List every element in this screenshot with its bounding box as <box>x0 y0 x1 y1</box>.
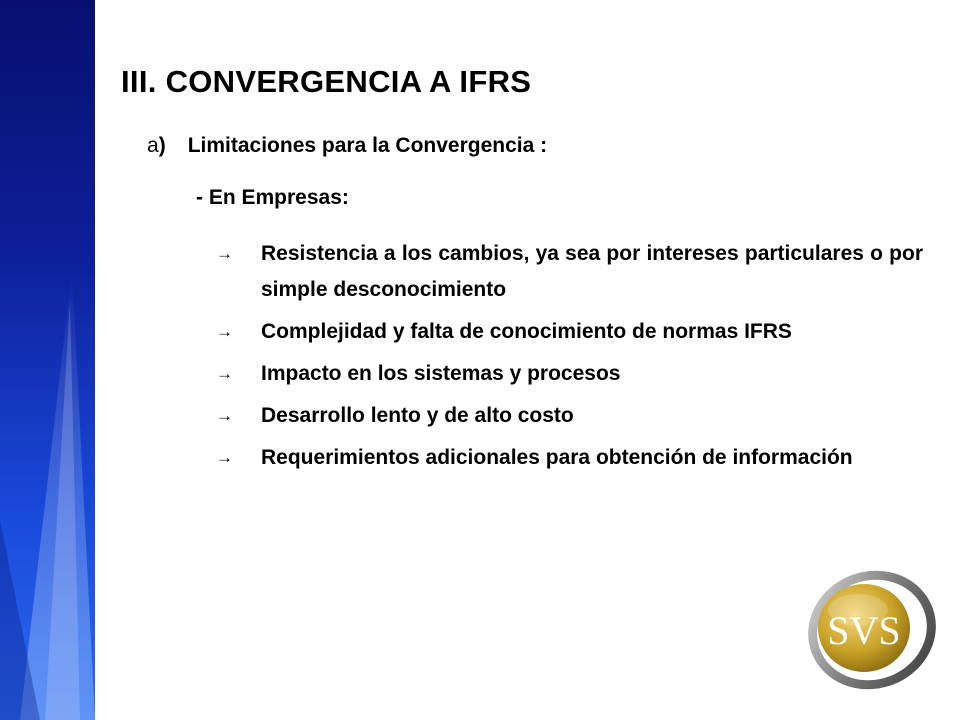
bullet-item <box>216 440 923 476</box>
right-arrow-icon: → <box>216 448 233 467</box>
right-arrow-icon: → <box>216 244 233 263</box>
bullet-text: Impacto en los sistemas y procesos <box>261 362 621 385</box>
right-arrow-icon: → <box>216 364 233 383</box>
bullet-text: Complejidad y falta de conocimiento de normas IFRS <box>261 320 792 343</box>
subsection-paren: ) <box>158 134 166 157</box>
decorative-side-band <box>0 0 95 720</box>
right-arrow-icon: → <box>216 406 233 425</box>
bullet-item <box>216 398 923 434</box>
bullet-text: Requerimientos adicionales para obtención de información <box>261 446 853 469</box>
logo-text: SVS <box>827 608 901 653</box>
slide-title: III. CONVERGENCIA A IFRS <box>121 64 532 99</box>
bullet-item <box>216 314 923 350</box>
bullet-item <box>216 356 923 392</box>
bullet-list <box>216 236 923 482</box>
subsection-letter: a <box>147 134 159 157</box>
right-arrow-icon: → <box>216 322 233 341</box>
subsection-text: Limitaciones para la Convergencia : <box>187 134 548 157</box>
group-heading: - En Empresas: <box>196 186 349 209</box>
svs-logo <box>800 568 940 703</box>
side-band-streaks <box>0 0 95 720</box>
bullet-item <box>216 236 923 308</box>
bullet-text: Resistencia a los cambios, ya sea por intereses particulares o por simple desconocimiento <box>261 242 923 301</box>
subsection-heading <box>147 134 547 158</box>
bullet-text: Desarrollo lento y de alto costo <box>261 404 574 427</box>
